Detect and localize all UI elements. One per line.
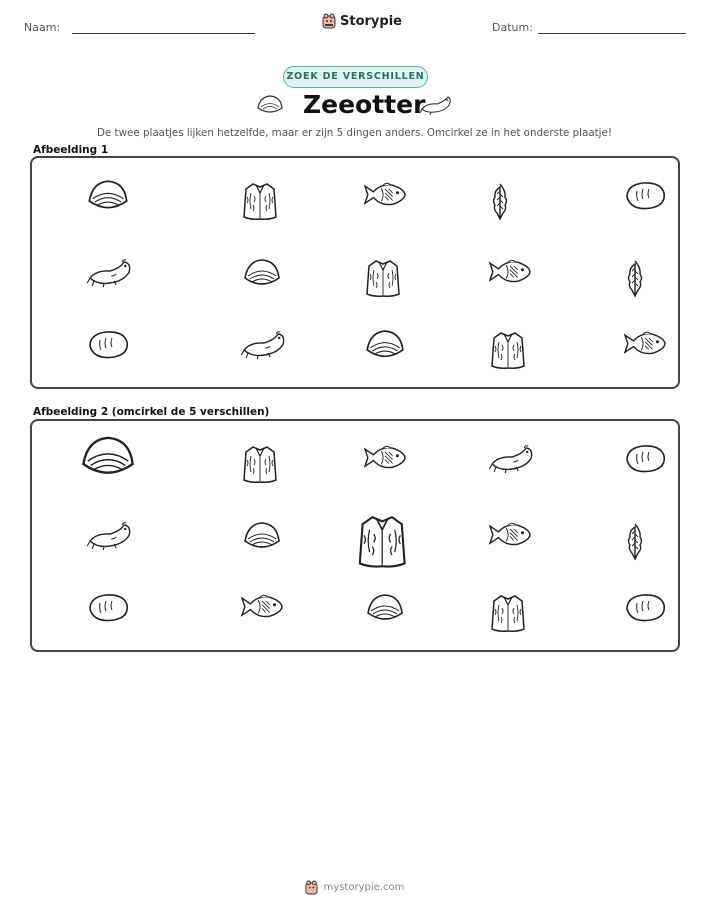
footer — [0, 880, 709, 895]
sea-otter-icon — [419, 93, 453, 117]
clam-icon — [86, 179, 130, 218]
picture1-label: Afbeelding 1 — [33, 144, 109, 156]
rock-icon[interactable] — [86, 591, 130, 628]
rock-icon[interactable] — [623, 591, 667, 628]
fish-icon — [624, 329, 666, 362]
clam-icon — [256, 94, 284, 116]
picture1-panel — [30, 156, 680, 389]
name-line[interactable] — [72, 33, 255, 34]
fur-coat-icon[interactable] — [490, 593, 526, 637]
fur-coat-icon[interactable] — [357, 513, 407, 573]
page-title: Zeeotter — [303, 90, 426, 119]
fish-icon[interactable] — [489, 520, 531, 553]
name-label: Naam: — [24, 21, 61, 34]
clam-icon — [364, 329, 406, 367]
activity-badge: ZOEK DE VERSCHILLEN — [283, 66, 428, 88]
fish-icon — [489, 257, 531, 290]
storypie-mascot-icon — [305, 880, 318, 895]
sea-otter-icon[interactable] — [488, 442, 536, 479]
fur-coat-icon[interactable] — [242, 444, 278, 488]
sea-otter-icon — [86, 256, 134, 293]
footer-url[interactable]: mystorypie.com — [323, 882, 405, 893]
sea-otter-icon — [240, 328, 288, 365]
instructions: De twee plaatjes lijken hetzelfde, maar er zijn 5 dingen anders. Omcirkel ze in het onderste plaatje! — [97, 127, 612, 139]
date-line[interactable] — [538, 33, 686, 34]
sea-otter-icon[interactable] — [86, 519, 134, 556]
fur-coat-icon — [242, 181, 278, 225]
fur-coat-icon — [365, 258, 401, 302]
date-label: Datum: — [492, 21, 533, 34]
fish-icon[interactable] — [364, 443, 406, 476]
clam-icon[interactable] — [365, 593, 405, 629]
brand-logo — [322, 13, 402, 29]
clam-icon[interactable] — [242, 521, 282, 557]
fur-coat-icon — [490, 330, 526, 374]
picture2-label: Afbeelding 2 (omcirkel de 5 verschillen) — [33, 406, 270, 418]
rock-icon — [623, 179, 667, 216]
clam-icon — [242, 258, 282, 294]
picture2-panel[interactable] — [30, 419, 680, 652]
kelp-icon — [625, 258, 645, 302]
rock-icon[interactable] — [623, 442, 667, 479]
fish-icon — [364, 180, 406, 213]
rock-icon — [86, 328, 130, 365]
kelp-icon — [490, 181, 510, 225]
brand-name: Storypie — [340, 13, 402, 29]
fish-icon[interactable] — [241, 592, 283, 625]
storypie-mascot-icon — [322, 13, 336, 29]
kelp-icon[interactable] — [625, 521, 645, 565]
clam-icon[interactable] — [79, 435, 137, 485]
